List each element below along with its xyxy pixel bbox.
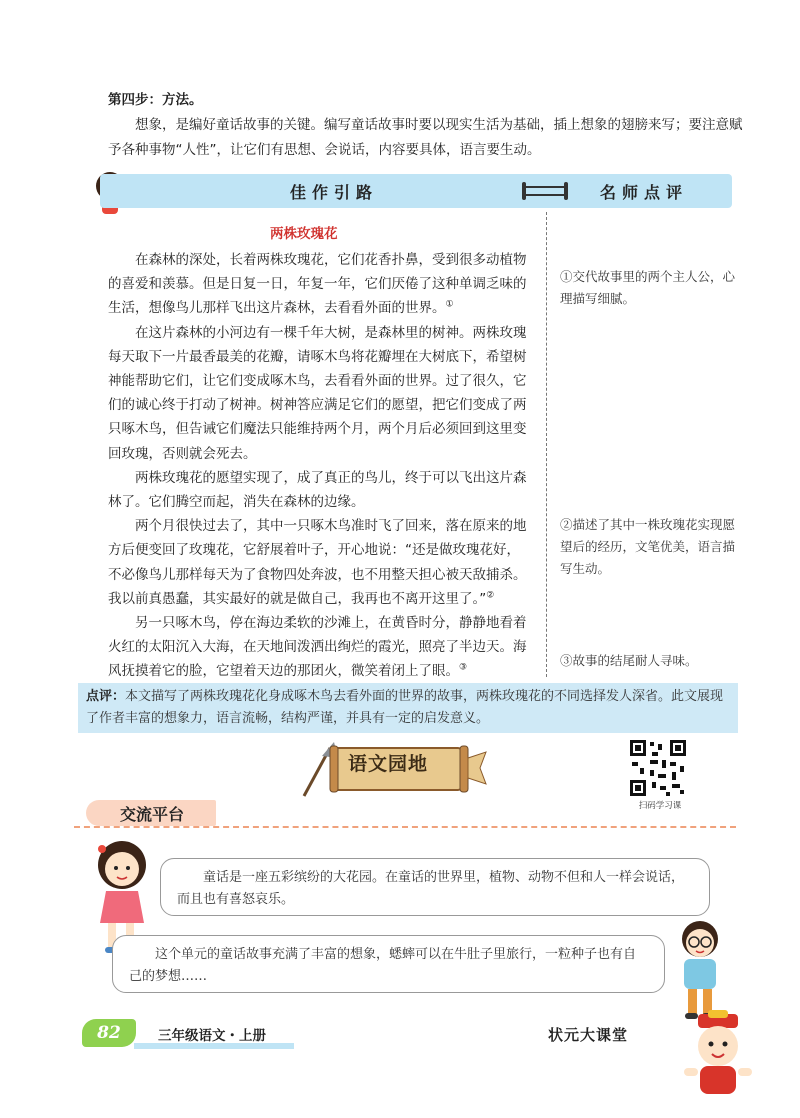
- note-mark: ②: [486, 590, 495, 601]
- banner-left-title: 佳作引路: [290, 183, 379, 202]
- book-title: 三年级语文・上册: [158, 1028, 266, 1044]
- essay-paragraph: 在森林的深处，长着两株玫瑰花，它们花香扑鼻，受到很多动植物的喜爱和羡慕。但是日复一日，年复一年，它们厌倦了这种单调乏味的生活，想像鸟儿那样飞出这片森林，去看看外面的世界。①: [108, 252, 527, 317]
- speech-bubble-boy: 这个单元的童话故事充满了丰富的想象，蟋蟀可以在牛肚子里旅行，一粒种子也有自己的梦想……: [112, 935, 665, 993]
- qr-label: 扫码学习课: [638, 801, 682, 811]
- column-divider: [546, 212, 547, 677]
- exchange-title: 交流平台: [120, 805, 185, 824]
- comment-label: 点评：: [86, 689, 126, 704]
- mascot-icon: [678, 1010, 758, 1100]
- qr-code-icon[interactable]: [628, 738, 688, 798]
- scroll-decoration-icon: [520, 179, 570, 203]
- essay-paragraph: 另一只啄木鸟，停在海边柔软的沙滩上，在黄昏时分，静静地看着火红的太阳沉入大海，在天地间泼洒出绚烂的霞光，照亮了半边天。海风抚摸着它的脸，它望着天边的那团火，微笑着闭上了眼。③: [108, 615, 527, 680]
- garden-title: 语文园地: [347, 753, 428, 775]
- essay-title: 两株玫瑰花: [270, 226, 338, 242]
- section-banner: [100, 174, 732, 208]
- exchange-tag: [86, 800, 216, 826]
- section-divider: [74, 826, 736, 828]
- essay-paragraph: 两个月很快过去了，其中一只啄木鸟准时飞了回来，落在原来的地方后便变回了玫瑰花，它舒展着叶子，开心地说：“还是做玫瑰花好，不必像鸟儿那样每天为了食物四处奔波，也不用整天担心被天敌捕杀。我以前真愚蠢，其实最好的就是做自己，我再也不离开这里了。”②: [108, 518, 527, 607]
- essay-paragraph: 两株玫瑰花的愿望实现了，成了真正的鸟儿，终于可以飞出这片森林了。它们腾空而起，消失在森林的边缘。: [108, 469, 527, 511]
- teacher-note-2: ②描述了其中一株玫瑰花实现愿望后的经历，文笔优美，语言描写生动。: [560, 517, 736, 576]
- intro-body: 想象，是编好童话故事的关键。编写童话故事时要以现实生活为基础，插上想象的翅膀来写；要注意赋予各种事物“人性”，让它们有思想、会说话，内容要具体，语言要生动。: [108, 117, 743, 158]
- intro-section: [108, 88, 748, 163]
- step-heading: 第四步：方法。: [108, 92, 203, 108]
- essay-body: [108, 248, 533, 684]
- comment-box: [78, 683, 738, 733]
- teacher-note-1: ①交代故事里的两个主人公，心理描写细腻。: [560, 269, 736, 306]
- page-number: 82: [82, 1019, 136, 1047]
- note-mark: ①: [445, 299, 454, 310]
- comment-text: 本文描写了两株玫瑰花化身成啄木鸟去看外面的世界的故事，两株玫瑰花的不同选择发人深省。此文展现了作者丰富的想象力，语言流畅，结构严谨，并具有一定的启发意义。: [86, 689, 724, 726]
- boy-character-icon: [670, 915, 730, 1023]
- brand-name: 状元大课堂: [548, 1026, 629, 1044]
- note-mark: ③: [459, 662, 468, 673]
- essay-paragraph: 在这片森林的小河边有一棵千年大树，是森林里的树神。两株玫瑰每天取下一片最香最美的花瓣，请啄木鸟将花瓣埋在大树底下，希望树神能帮助它们，让它们变成啄木鸟，去看看外面的世界。过了很久，它们的诚心终于打动了树神。树神答应满足它们的愿望，把它们变成了两只啄木鸟，但告诫它们魔法只能维持两个月，两个月后必须回到这里变回玫瑰，否则就会死去。: [108, 324, 527, 462]
- speech-bubble-girl: 童话是一座五彩缤纷的大花园。在童话的世界里，植物、动物不但和人一样会说话，而且也有喜怒哀乐。: [160, 858, 710, 916]
- banner-right-title: 名师点评: [600, 183, 689, 202]
- teacher-note-3: ③故事的结尾耐人寻味。: [560, 653, 698, 668]
